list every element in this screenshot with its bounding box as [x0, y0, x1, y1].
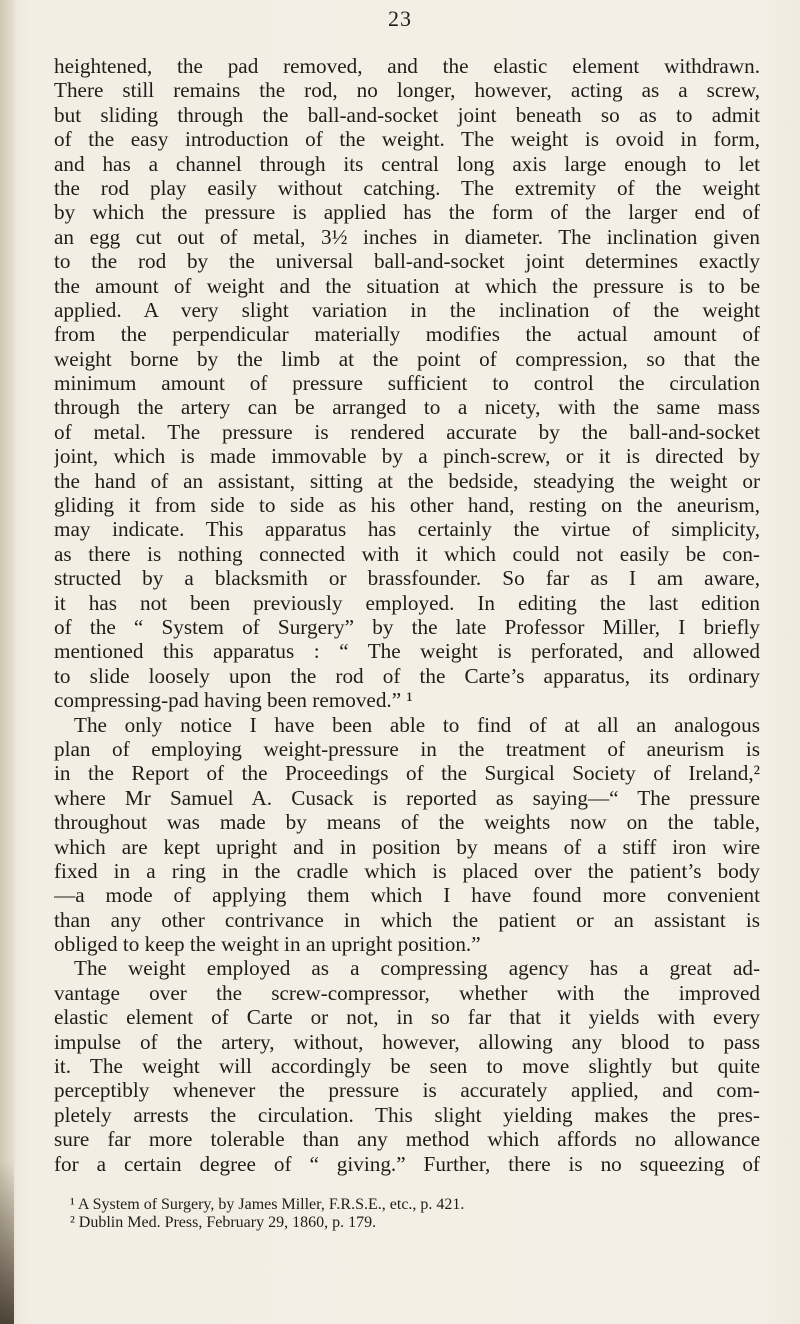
text-line: heightened, the pad removed, and the elastic element withdrawn. [54, 54, 760, 78]
text-line: for a certain degree of “ giving.” Further, there is no squeezing of [54, 1151, 760, 1176]
text-line: the amount of weight and the situation at which the pressure is to be [54, 273, 760, 298]
page-number: 23 [388, 6, 412, 31]
text-line: to the rod by the universal ball-and-socket joint determines exactly [54, 249, 760, 274]
text-line: which are kept upright and in position by means of a stiff iron wire [54, 834, 760, 859]
text-line: throughout was made by means of the weights now on the table, [54, 810, 760, 835]
text-line: by which the pressure is applied has the form of the larger end of [54, 200, 760, 225]
text-line: impulse of the artery, without, however, allowing any blood to pass [54, 1029, 760, 1054]
text-line: mentioned this apparatus : “ The weight is perforated, and allowed [54, 639, 760, 664]
text-line: sure far more tolerable than any method which affords no allowance [54, 1127, 760, 1152]
text-line: obliged to keep the weight in an upright position.” [54, 932, 481, 957]
text-line: as there is nothing connected with it which could not easily be con- [54, 541, 760, 566]
text-line: it. The weight will accordingly be seen to move slightly but quite [54, 1054, 760, 1079]
text-line: vantage over the screw-compressor, whether with the improved [54, 980, 760, 1005]
text-line: The only notice I have been able to find of at all an analogous [74, 712, 760, 737]
text-line: elastic element of Carte or not, in so far that it yields with every [54, 1005, 760, 1030]
text-line: perceptibly whenever the pressure is accurately applied, and com- [54, 1078, 760, 1103]
text-line: —a mode of applying them which I have found more convenient [54, 883, 760, 908]
text-line: an egg cut out of metal, 3½ inches in diameter. The inclination given [54, 224, 760, 249]
text-line: pletely arrests the circulation. This slight yielding makes the pres- [54, 1102, 760, 1127]
text-line: it has not been previously employed. In editing the last edition [54, 590, 760, 615]
text-line: of the “ System of Surgery” by the late Professor Miller, I briefly [54, 614, 760, 639]
text-line: the rod play easily without catching. The extremity of the weight [54, 175, 760, 200]
text-line: may indicate. This apparatus has certainly the virtue of simplicity, [54, 517, 760, 542]
text-line: gliding it from side to side as his other hand, resting on the aneurism, [54, 493, 760, 518]
text-line: but sliding through the ball-and-socket joint beneath so as to admit [54, 102, 760, 127]
text-line: joint, which is made immovable by a pinch-screw, or it is directed by [54, 444, 760, 469]
text-line: through the artery can be arranged to a nicety, with the same mass [54, 395, 760, 420]
gutter-shadow [0, 1160, 14, 1324]
binding-gutter [0, 0, 16, 1324]
text-line: weight borne by the limb at the point of compression, so that the [54, 346, 760, 371]
footnote: ¹ A System of Surgery, by James Miller, F.R.S.E., etc., p. 421. [70, 1196, 465, 1213]
text-line: compressing-pad having been removed.” ¹ [54, 688, 413, 713]
text-line: to slide loosely upon the rod of the Carte’s apparatus, its ordinary [54, 663, 760, 688]
text-line: than any other contrivance in which the patient or an assistant is [54, 907, 760, 932]
text-line: from the perpendicular materially modifies the actual amount of [54, 322, 760, 347]
text-line: minimum amount of pressure sufficient to control the circulation [54, 371, 760, 396]
text-line: applied. A very slight variation in the inclination of the weight [54, 297, 760, 322]
text-line: and has a channel through its central long axis large enough to let [54, 151, 760, 176]
text-line: the hand of an assistant, sitting at the bedside, steadying the weight or [54, 468, 760, 493]
footnotes [70, 1196, 760, 1232]
body-text [54, 54, 760, 1176]
text-line: The weight employed as a compressing agency has a great ad- [74, 956, 760, 981]
text-line: There still remains the rod, no longer, however, acting as a screw, [54, 78, 760, 103]
text-line: structed by a blacksmith or brassfounder. So far as I am aware, [54, 566, 760, 591]
text-line: in the Report of the Proceedings of the Surgical Society of Ireland,² [54, 761, 760, 786]
footnote: ² Dublin Med. Press, February 29, 1860, p. 179. [70, 1214, 377, 1231]
text-line: where Mr Samuel A. Cusack is reported as saying—“ The pressure [54, 785, 760, 810]
text-line: of the easy introduction of the weight. The weight is ovoid in form, [54, 127, 760, 152]
text-line: plan of employing weight-pressure in the treatment of aneurism is [54, 736, 760, 761]
text-line: of metal. The pressure is rendered accurate by the ball-and-socket [54, 419, 760, 444]
text-line: fixed in a ring in the cradle which is placed over the patient’s body [54, 858, 760, 883]
